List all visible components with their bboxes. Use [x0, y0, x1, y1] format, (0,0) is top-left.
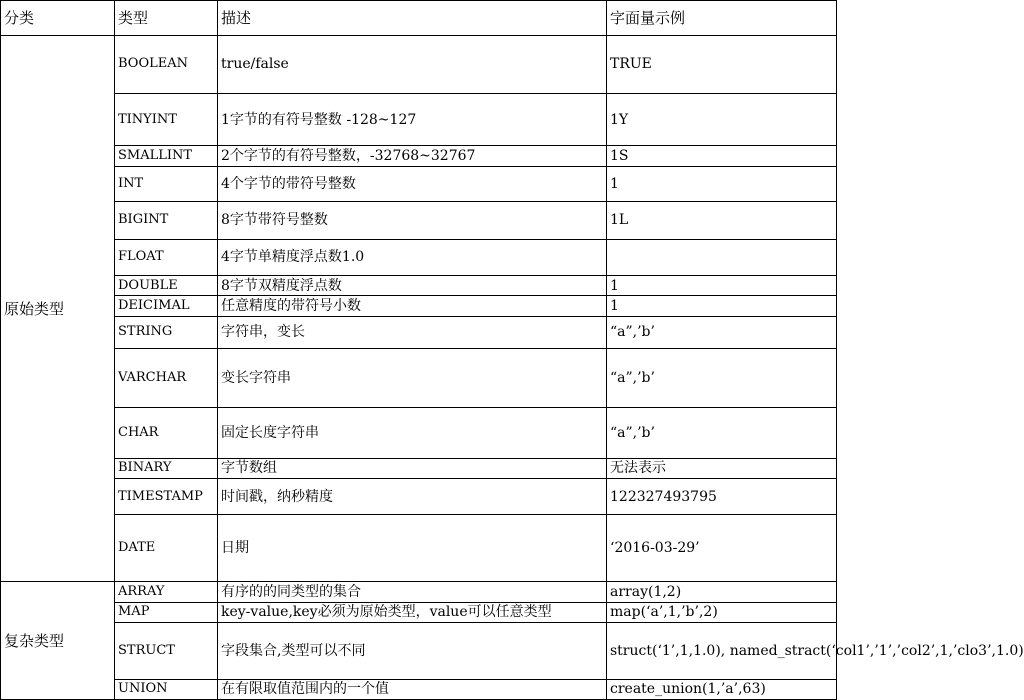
example-cell: array(1,2)	[607, 582, 837, 602]
example-cell: TRUE	[607, 36, 837, 94]
desc-cell: true/false	[218, 36, 607, 94]
desc-cell: 字符串，变长	[218, 316, 607, 348]
type-cell: STRING	[115, 316, 218, 348]
table-row	[1, 515, 837, 582]
example-cell: 1S	[607, 146, 837, 166]
type-cell: TIMESTAMP	[115, 478, 218, 514]
desc-cell: 固定长度字符串	[218, 407, 607, 458]
type-cell: BINARY	[115, 458, 218, 478]
category-complex: 复杂类型	[1, 582, 115, 700]
type-cell: BIGINT	[115, 202, 218, 240]
type-cell: MAP	[115, 602, 218, 622]
table-row	[1, 478, 837, 514]
header-category: 分类	[1, 1, 115, 36]
type-cell: ARRAY	[115, 582, 218, 602]
type-cell: SMALLINT	[115, 146, 218, 166]
table-row	[1, 36, 837, 94]
type-cell: TINYINT	[115, 93, 218, 146]
desc-cell: 变长字符串	[218, 349, 607, 408]
type-cell: VARCHAR	[115, 349, 218, 408]
type-cell: CHAR	[115, 407, 218, 458]
table-row	[1, 276, 837, 296]
header-description: 描述	[218, 1, 607, 36]
type-cell: FLOAT	[115, 239, 218, 275]
desc-cell: 4字节单精度浮点数1.0	[218, 239, 607, 275]
example-cell: “a”,’b’	[607, 349, 837, 408]
type-cell: INT	[115, 166, 218, 201]
desc-cell: 时间戳，纳秒精度	[218, 478, 607, 514]
example-cell: struct(‘1’,1,1.0), named_stract(‘col1’,’1’,’col2’,1,’clo3’,1.0)	[607, 622, 837, 679]
category-primitive: 原始类型	[1, 36, 115, 582]
table-row	[1, 349, 837, 408]
header-type: 类型	[115, 1, 218, 36]
desc-cell: 1字节的有符号整数 -128~127	[218, 93, 607, 146]
table-row	[1, 458, 837, 478]
example-cell: 122327493795	[607, 478, 837, 514]
example-cell: create_union(1,’a’,63)	[607, 679, 837, 699]
table-row	[1, 296, 837, 316]
table-row	[1, 93, 837, 146]
example-cell: map(‘a’,1,’b’,2)	[607, 602, 837, 622]
desc-cell: 2个字节的有符号整数，-32768~32767	[218, 146, 607, 166]
desc-cell: 日期	[218, 515, 607, 582]
type-cell: UNION	[115, 679, 218, 699]
table-row	[1, 407, 837, 458]
desc-cell: 字段集合,类型可以不同	[218, 622, 607, 679]
example-cell	[607, 239, 837, 275]
desc-cell: key-value,key必须为原始类型，value可以任意类型	[218, 602, 607, 622]
example-cell: “a”,’b’	[607, 316, 837, 348]
table-row	[1, 166, 837, 201]
example-cell: 1	[607, 166, 837, 201]
example-cell: 1	[607, 296, 837, 316]
table-row	[1, 602, 837, 622]
type-cell: STRUCT	[115, 622, 218, 679]
desc-cell: 4个字节的带符号整数	[218, 166, 607, 201]
table-row	[1, 582, 837, 602]
desc-cell: 8字节带符号整数	[218, 202, 607, 240]
type-cell: DOUBLE	[115, 276, 218, 296]
example-cell: 1L	[607, 202, 837, 240]
example-cell: 无法表示	[607, 458, 837, 478]
desc-cell: 有序的的同类型的集合	[218, 582, 607, 602]
example-cell: 1	[607, 276, 837, 296]
desc-cell: 字节数组	[218, 458, 607, 478]
example-cell: ‘2016-03-29’	[607, 515, 837, 582]
example-cell: 1Y	[607, 93, 837, 146]
type-cell: DEICIMAL	[115, 296, 218, 316]
type-cell: DATE	[115, 515, 218, 582]
type-cell: BOOLEAN	[115, 36, 218, 94]
desc-cell: 在有限取值范围内的一个值	[218, 679, 607, 699]
example-cell: “a”,’b’	[607, 407, 837, 458]
desc-cell: 任意精度的带符号小数	[218, 296, 607, 316]
table-row	[1, 679, 837, 699]
desc-cell: 8字节双精度浮点数	[218, 276, 607, 296]
table-row	[1, 622, 837, 679]
table-row	[1, 239, 837, 275]
table-row	[1, 202, 837, 240]
header-row	[1, 1, 837, 36]
table-row	[1, 146, 837, 166]
table-row	[1, 316, 837, 348]
header-example: 字面量示例	[607, 1, 837, 36]
